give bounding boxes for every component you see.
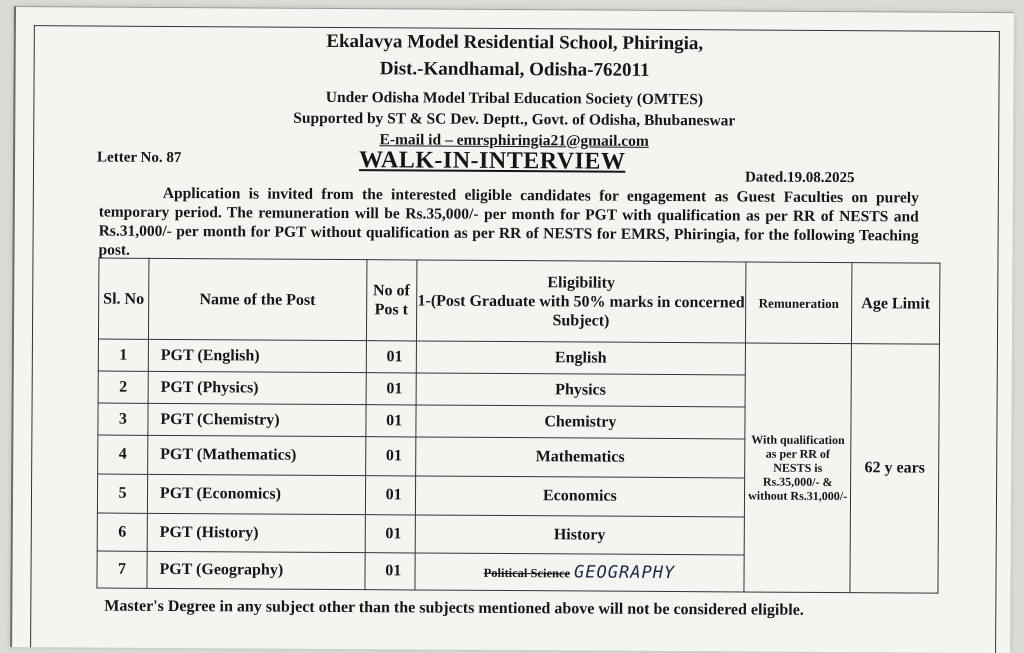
footer-note: Master's Degree in any subject other than the subjects mentioned above will not be considered eligible. [104,597,804,619]
cell-post: PGT (Economics) [147,474,365,514]
cell-count: 01 [366,405,416,437]
cell-count: 01 [366,373,416,405]
cell-sl: 6 [97,513,147,551]
cell-count: 01 [365,437,415,476]
cell-sl: 2 [98,371,148,403]
cell-post: PGT (English) [148,339,366,372]
cell-age-limit: 62 y ears [850,344,939,594]
cell-post: PGT (History) [147,513,365,552]
school-name: Ekalavya Model Residential School, Phiringia, [326,30,704,55]
cell-post: PGT (Physics) [148,371,366,404]
cell-count: 01 [365,553,415,590]
col-header-age: Age Limit [852,263,940,345]
cell-count: 01 [366,341,416,373]
handwritten-correction: GEOGRAPHY [574,562,676,584]
cell-post: PGT (Chemistry) [148,403,366,436]
cell-eligibility [415,553,745,592]
cell-post: PGT (Geography) [147,551,365,589]
email-text: E-mail id – emrsphiringia21@gmail.com [379,131,649,150]
table-row [98,339,939,376]
eligibility-title: Eligibility [547,273,616,292]
cell-eligibility: Economics [415,476,745,517]
support-line: Supported by ST & SC Dev. Deptt., Govt. of Odisha, Bhubaneswar [293,109,736,130]
cell-count: 01 [365,476,415,515]
col-header-sl: Sl. No [98,258,148,339]
cell-eligibility: Chemistry [416,405,746,439]
cell-remuneration: With qualification as per RR of NESTS is Rs.35,000/- & without Rs.31,000/- [744,343,851,593]
cell-eligibility: Mathematics [415,437,745,478]
col-header-eligibility [416,260,746,343]
page-title: WALK-IN-INTERVIEW [358,147,626,175]
school-address: Dist.-Kandhamal, Odisha-762011 [379,58,650,81]
cell-sl: 1 [98,339,148,371]
cell-eligibility: History [415,515,745,555]
society-line: Under Odisha Model Tribal Education Society (OMTES) [325,88,704,109]
cell-sl: 4 [98,435,148,474]
cell-count: 01 [365,515,415,553]
col-header-post: Name of the Post [148,258,366,340]
cell-sl: 7 [97,551,147,588]
letter-number: Letter No. 87 [97,149,182,167]
cell-sl: 5 [97,474,147,513]
cell-sl: 3 [98,403,148,435]
col-header-remuneration: Remuneration [746,262,852,344]
posts-table [96,258,940,594]
date-line: Dated.19.08.2025 [744,169,855,187]
col-header-count: No of Pos t [366,260,416,341]
cell-post: PGT (Mathematics) [148,435,366,475]
struck-eligibility: Political Science [483,565,571,581]
eligibility-subtitle: 1-(Post Graduate with 50% marks in concerned Subject) [417,291,745,330]
intro-text: Application is invited from the interested eligible candidates for engagement as Guest Faculties on purely temporary period. The remuneration will be Rs.35,000/- per month for PGT with qualification as per RR of NESTS and Rs.31,000/- per month for PGT without qualification as per RR of NESTS for EMRS, Phiringia, for the following Teaching post. [98,184,919,259]
table-header-row [98,258,939,344]
document-page [10,6,1014,653]
intro-paragraph [98,184,918,265]
cell-eligibility: Physics [416,373,746,407]
cell-eligibility: English [416,341,746,375]
